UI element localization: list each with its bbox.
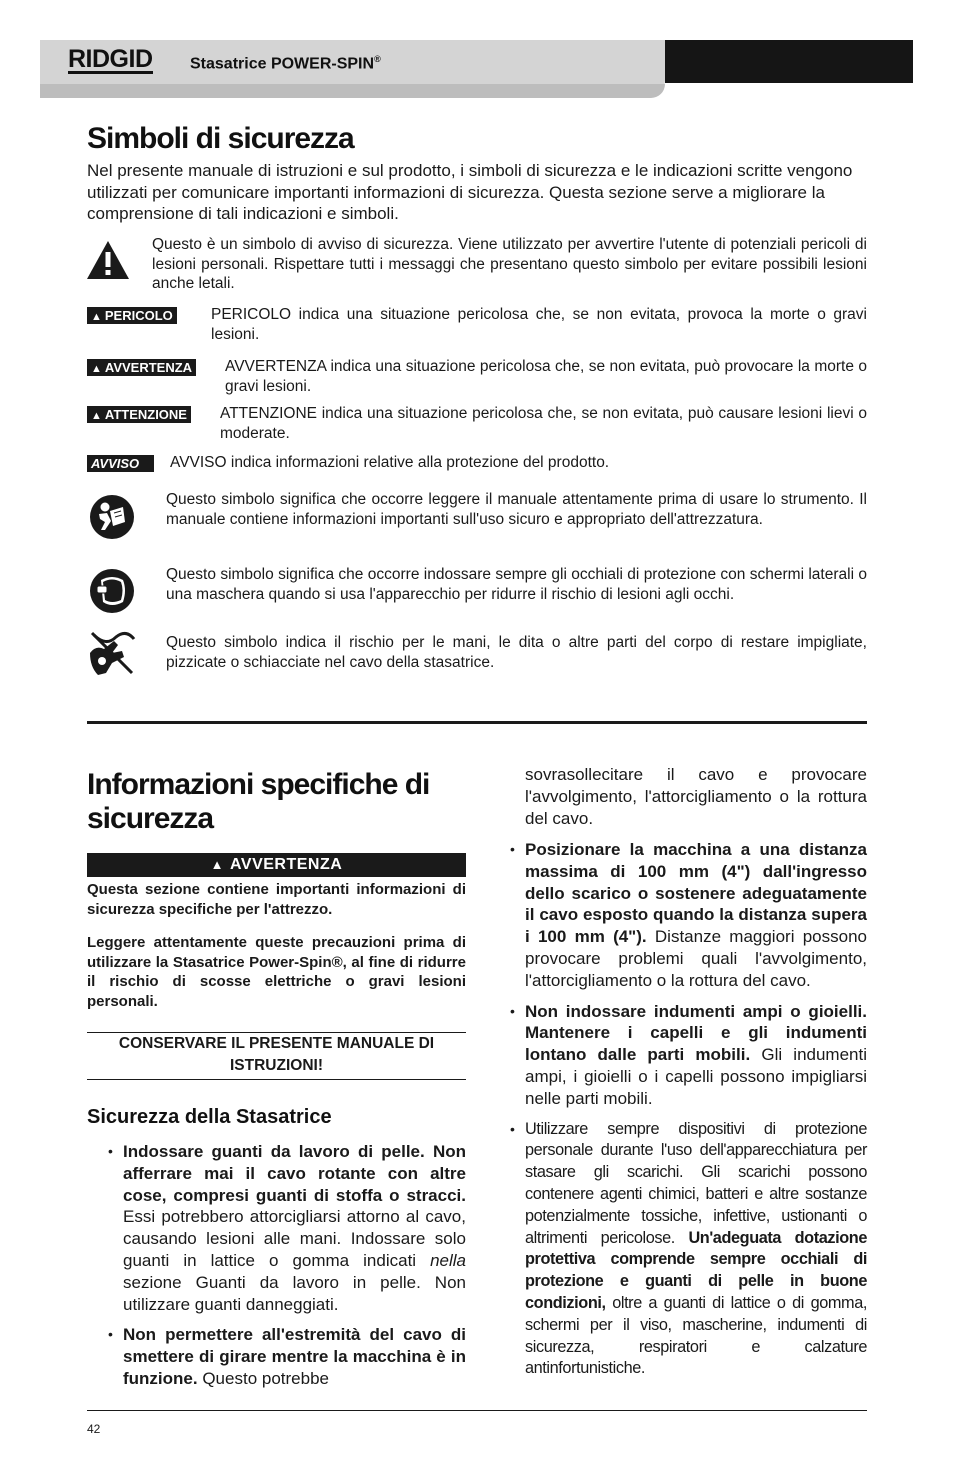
signal-word-pericolo: ▲ PERICOLO: [87, 307, 177, 324]
warning-triangle-icon: ▲: [91, 363, 102, 375]
warning-paragraph-2: Leggere attentamente queste precauzioni prima di utilizzare la Stasatrice Power-Spin®, al fine di ridurre il rischio di scosse elettriche o gravi lesioni personali.: [87, 934, 466, 1010]
subsection-title-drain-safety: Sicurezza della Stasatrice: [87, 1106, 332, 1128]
safety-alert-icon: [85, 238, 131, 282]
list-item: • Utilizzare sempre dispositivi di protezione personale durante l'uso dell'apparecchiatura per stasare gli scarichi. Gli scarichi possono contenere agenti chimici, batteri e altre sostanze potenzialmente tossiche, infettive, ustionanti o altrimenti pericolose. Un'adeguata dotazione protettiva comprende sempre occhiali di protezione e guanti di pelle in buone condizioni, oltre a guanti di lattice o di gomma, schermi per il viso, mascherine, indumenti di sicurezza, respiratori e calzature antinfortunistiche.: [525, 1119, 867, 1381]
signal-word-attenzione: ▲ ATTENZIONE: [87, 406, 191, 423]
section-title-safety-symbols: Simboli di sicurezza: [87, 122, 354, 155]
header-title: Stasatrice POWER-SPIN®: [190, 54, 381, 73]
avviso-text: AVVISO indica informazioni relative alla protezione del prodotto.: [170, 454, 610, 471]
alert-symbol-text: Questo è un simbolo di avviso di sicurezza. Viene utilizzato per avvertire l'utente di potenziali pericoli di lesioni personali. Rispettare tutti i messaggi che presentano questo simbolo per evitare possibili lesioni anche letali.: [152, 236, 867, 292]
ridgid-logo: RIDGID: [68, 45, 153, 73]
footer-rule: [87, 1410, 867, 1411]
section-title-specific-safety: Informazioni specifiche di sicurezza: [87, 768, 430, 835]
avvertenza-text: AVVERTENZA indica una situazione pericolosa che, se non evitata, può provocare la morte o gravi lesioni.: [225, 358, 867, 395]
conserve-manual-notice: CONSERVARE IL PRESENTE MANUALE DI ISTRUZIONI!: [87, 1032, 466, 1080]
section-divider: [87, 721, 867, 724]
attenzione-text: ATTENZIONE indica una situazione pericolosa che, se non evitata, può causare lesioni lievi o moderate.: [220, 405, 867, 442]
hand-entanglement-icon: [86, 627, 138, 677]
intro-paragraph: Nel presente manuale di istruzioni e sul prodotto, i simboli di sicurezza e le indicazioni scritte vengono utilizzati per comunicare importanti informazioni di sicurezza. Questa sezione serve a migliorare la comprensione di tali indicazioni e simboli.: [87, 161, 853, 224]
read-manual-icon: [89, 494, 135, 540]
warning-triangle-icon: ▲: [210, 857, 225, 872]
hand-entanglement-text: Questo simbolo indica il rischio per le mani, le dita o altre parti del corpo di restare impigliate, pizzicate o schiacciate nel cavo della stasatrice.: [166, 634, 867, 671]
warning-header-bar: ▲ AVVERTENZA: [87, 853, 466, 877]
safety-glasses-text: Questo simbolo significa che occorre indossare sempre gli occhiali di protezione con schermi laterali o una maschera quando si usa l'apparecchio per ridurre il rischio di lesioni agli occhi.: [166, 566, 867, 603]
warning-triangle-icon: ▲: [91, 410, 102, 422]
warning-triangle-icon: ▲: [91, 311, 102, 323]
warning-paragraph-1: Questa sezione contiene importanti informazioni di sicurezza specifiche per l'attrezzo.: [87, 881, 466, 918]
continued-paragraph: sovrasollecitare il cavo e provocare l'avvolgimento, l'attorcigliamento o la rottura del cavo.: [525, 765, 867, 828]
header-black-band: [665, 40, 913, 83]
left-bullet-list: [123, 1141, 466, 1399]
signal-word-avviso: AVVISO: [87, 455, 154, 472]
list-item: • Non indossare indumenti ampi o gioielli. Mantenere i capelli e gli indumenti lontano dalle parti mobili. Gli indumenti ampi, i gioielli o i capelli possono impigliarsi nelle parti mobili.: [525, 1001, 867, 1110]
read-manual-text: Questo simbolo significa che occorre leggere il manuale attentamente prima di usare lo strumento. Il manuale contiene informazioni importanti sull'uso sicuro e appropriato dell'attrezzatura.: [166, 491, 867, 528]
right-bullet-list: [525, 839, 867, 1389]
pericolo-text: PERICOLO indica una situazione pericolosa che, se non evitata, provoca la morte o gravi lesioni.: [211, 306, 867, 343]
list-item: • Indossare guanti da lavoro di pelle. Non afferrare mai il cavo rotante con altre cose, compresi guanti di stoffa o stracci. Essi potrebbero attorcigliarsi attorno al cavo, causando lesioni alle mani. Indossare solo guanti in lattice o gomma indicati nella sezione Guanti da lavoro in pelle. Non utilizzare guanti danneggiati.: [123, 1141, 466, 1315]
safety-glasses-icon: [89, 568, 135, 614]
page-number: 42: [87, 1422, 101, 1436]
signal-word-avvertenza: ▲ AVVERTENZA: [87, 359, 196, 376]
list-item: • Posizionare la macchina a una distanza massima di 100 mm (4") dall'ingresso dello scarico o sostenere adeguatamente il cavo esposto quando la distanza supera i 100 mm (4"). Distanze maggiori possono provocare problemi quali l'avvolgimento, l'attorcigliamento o la rottura del cavo.: [525, 839, 867, 992]
list-item: • Non permettere all'estremità del cavo di smettere di girare mentre la macchina è in funzione. Questo potrebbe: [123, 1324, 466, 1389]
